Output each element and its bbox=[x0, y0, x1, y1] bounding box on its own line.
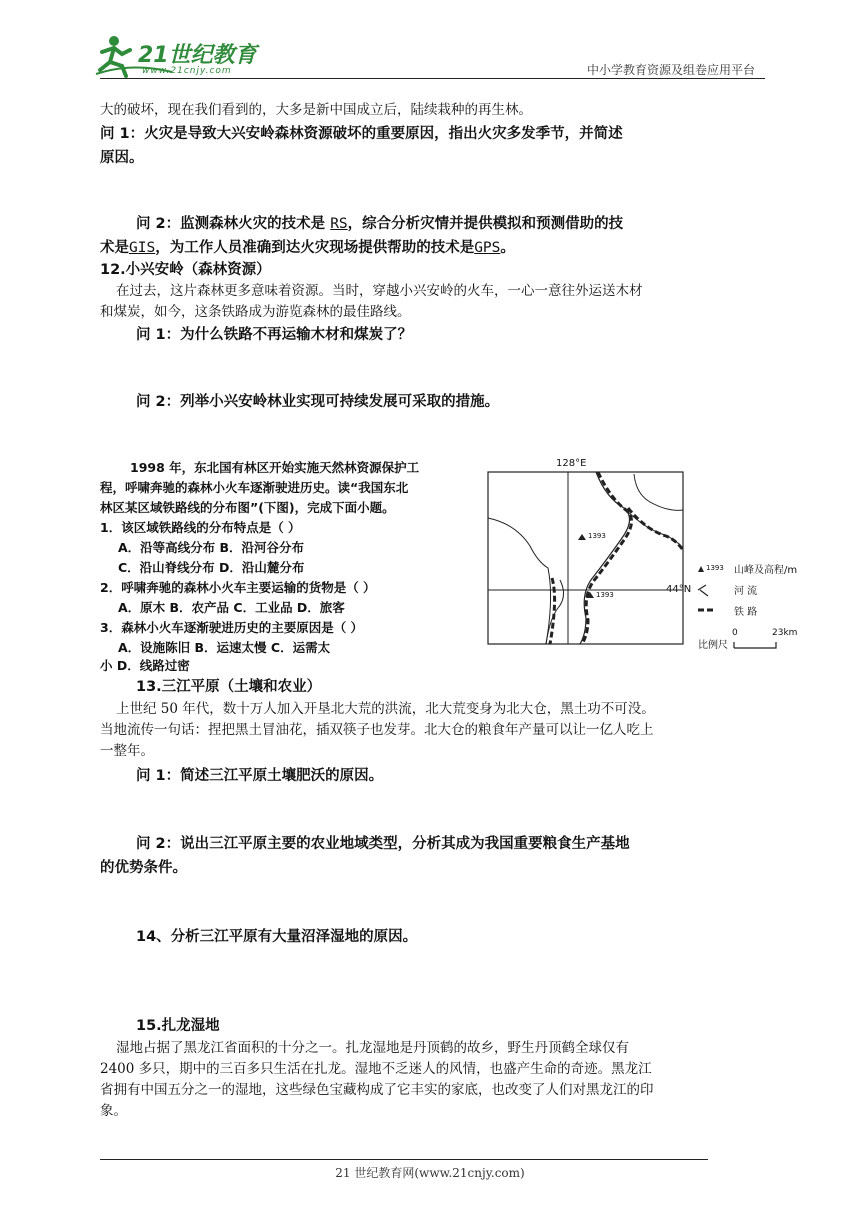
footer-text: 21 世纪教育网(www.21cnjy.com) bbox=[335, 1166, 525, 1180]
section13-q2-line2: 的优势条件。 bbox=[100, 860, 187, 876]
section13-p2: 当地流传一句话：捏把黑土冒油花，插双筷子也发芽。北大仓的粮食年产量可以让一亿人吃上 bbox=[100, 722, 654, 738]
longitude-label: 128°E bbox=[556, 458, 587, 469]
header-divider bbox=[100, 78, 765, 79]
river-main bbox=[580, 472, 630, 644]
legend-rail-text: 铁 路 bbox=[734, 607, 758, 618]
section14-q: 14、分析三江平原有大量沼泽湿地的原因。 bbox=[136, 929, 418, 945]
section11-q2-line1 bbox=[136, 212, 623, 236]
mcq-intro-line2: 程，呼啸奔驰的森林小火车逐渐驶进历史。读“我国东北 bbox=[100, 480, 409, 495]
scale-label: 比例尺 bbox=[698, 640, 728, 651]
section13-q2-line1: 问 2：说出三江平原主要的农业地域类型，分析其成为我国重要粮食生产基地 bbox=[136, 836, 630, 852]
q2-text-c: 术是 bbox=[100, 240, 129, 256]
section13-title: 13.三江平原（土壤和农业） bbox=[136, 679, 322, 695]
railway-main bbox=[582, 472, 632, 644]
mcq-q3-options-a: A．设施陈旧 B．运速太慢 C．运需太 bbox=[118, 640, 331, 655]
answer-rs: RS bbox=[330, 216, 348, 232]
mcq-q1-options-b: C．沿山脊线分布 D．沿山麓分布 bbox=[118, 560, 305, 575]
logo-text: 21世纪教育 bbox=[138, 43, 257, 68]
peak-marker-1 bbox=[578, 534, 586, 540]
river-east bbox=[634, 474, 683, 510]
platform-name: 中小学教育资源及组卷应用平台 bbox=[586, 63, 755, 77]
section12-p1: 在过去，这片森林更多意味着资源。当时，穿越小兴安岭的火车，一心一意往外运送木材 bbox=[116, 283, 643, 299]
legend-peak-value: 1393 bbox=[706, 564, 724, 572]
peak-label-1: 1393 bbox=[588, 532, 606, 540]
footer-divider bbox=[100, 1159, 708, 1160]
legend-river-text: 河 流 bbox=[734, 586, 758, 597]
section12-p2: 和煤炭，如今，这条铁路成为游览森林的最佳路线。 bbox=[100, 304, 411, 320]
section11-continuation: 大的破坏，现在我们看到的，大多是新中国成立后，陆续栽种的再生林。 bbox=[100, 102, 532, 118]
scale-zero: 0 bbox=[732, 628, 738, 638]
legend-peak-marker bbox=[698, 566, 704, 572]
section15-p4: 象。 bbox=[100, 1103, 127, 1119]
river-west bbox=[488, 518, 551, 644]
q2-text-e: 。 bbox=[500, 240, 515, 256]
section15-title: 15.扎龙湿地 bbox=[136, 1018, 220, 1034]
section15-p1: 湿地占据了黑龙江省面积的十分之一。扎龙湿地是丹顶鹤的故乡，野生丹顶鹤全球仅有 bbox=[116, 1040, 629, 1056]
answer-gis: GIS bbox=[129, 240, 156, 256]
mcq-q3: 3．森林小火车逐渐驶进历史的主要原因是（ ） bbox=[100, 620, 364, 635]
section12-q1: 问 1：为什么铁路不再运输木材和煤炭了？ bbox=[136, 327, 413, 343]
legend-river-symbol bbox=[698, 585, 708, 596]
site-logo bbox=[92, 32, 262, 82]
section11-q1-line2: 原因。 bbox=[100, 150, 144, 166]
logo-url: www.21cnjy.com bbox=[142, 66, 232, 76]
section13-p1: 上世纪 50 年代，数十万人加入开垦北大荒的洪流，北大荒变身为北大仓，黑土功不可没。 bbox=[116, 701, 655, 717]
section15-p2: 2400 多只，期中的三百多只生活在扎龙。湿地不乏迷人的风情，也盛产生命的奇迹。黑龙江 bbox=[100, 1061, 652, 1077]
section12-q2: 问 2：列举小兴安岭林业实现可持续发展可采取的措施。 bbox=[136, 394, 500, 410]
mcq-q1: 1．该区域铁路线的分布特点是（ ） bbox=[100, 520, 301, 535]
mcq-intro-line1: 1998 年，东北国有林区开始实施天然林资源保护工 bbox=[130, 460, 420, 475]
q2-text-a: 问 2：监测森林火灾的技术是 bbox=[136, 216, 331, 232]
section15-p3: 省拥有中国五分之一的湿地，这些绿色宝藏构成了它丰实的家底，也改变了人们对黑龙江的印 bbox=[100, 1082, 654, 1098]
section11-q1-line1: 问 1：火灾是导致大兴安岭森林资源破坏的重要原因，指出火灾多发季节，并简述 bbox=[100, 126, 623, 142]
q2-text-b: ，综合分析灾情并提供模拟和预测借助的技 bbox=[347, 216, 624, 232]
railway-east bbox=[628, 508, 683, 550]
scale-end: 23km bbox=[772, 628, 798, 638]
section11-q2-line2 bbox=[100, 236, 515, 260]
mcq-q1-options-a: A．沿等高线分布 B．沿河谷分布 bbox=[118, 540, 305, 555]
section12-title: 12.小兴安岭（森林资源） bbox=[100, 262, 271, 278]
mcq-intro-line3: 林区某区域铁路线的分布图”(下图)，完成下面小题。 bbox=[100, 500, 395, 515]
answer-gps: GPS bbox=[474, 240, 501, 256]
scale-bar bbox=[734, 642, 776, 648]
mcq-q2: 2．呼啸奔驰的森林小火车主要运输的货物是（ ） bbox=[100, 580, 376, 595]
q2-text-d: ，为工作人员准确到达火灾现场提供帮助的技术是 bbox=[155, 240, 475, 256]
mcq-q3-options-b: 小 D．线路过密 bbox=[100, 658, 190, 673]
railway-map-figure bbox=[486, 458, 826, 658]
latitude-label: 44°N bbox=[666, 584, 692, 595]
section13-q1: 问 1：简述三江平原土壤肥沃的原因。 bbox=[136, 768, 384, 784]
mcq-q2-options: A．原木 B．农产品 C．工业品 D．旅客 bbox=[118, 600, 345, 615]
legend-peak-text: 山峰及高程/m bbox=[734, 565, 798, 576]
peak-label-2: 1393 bbox=[596, 591, 614, 599]
section13-p3: 一整年。 bbox=[100, 743, 154, 759]
